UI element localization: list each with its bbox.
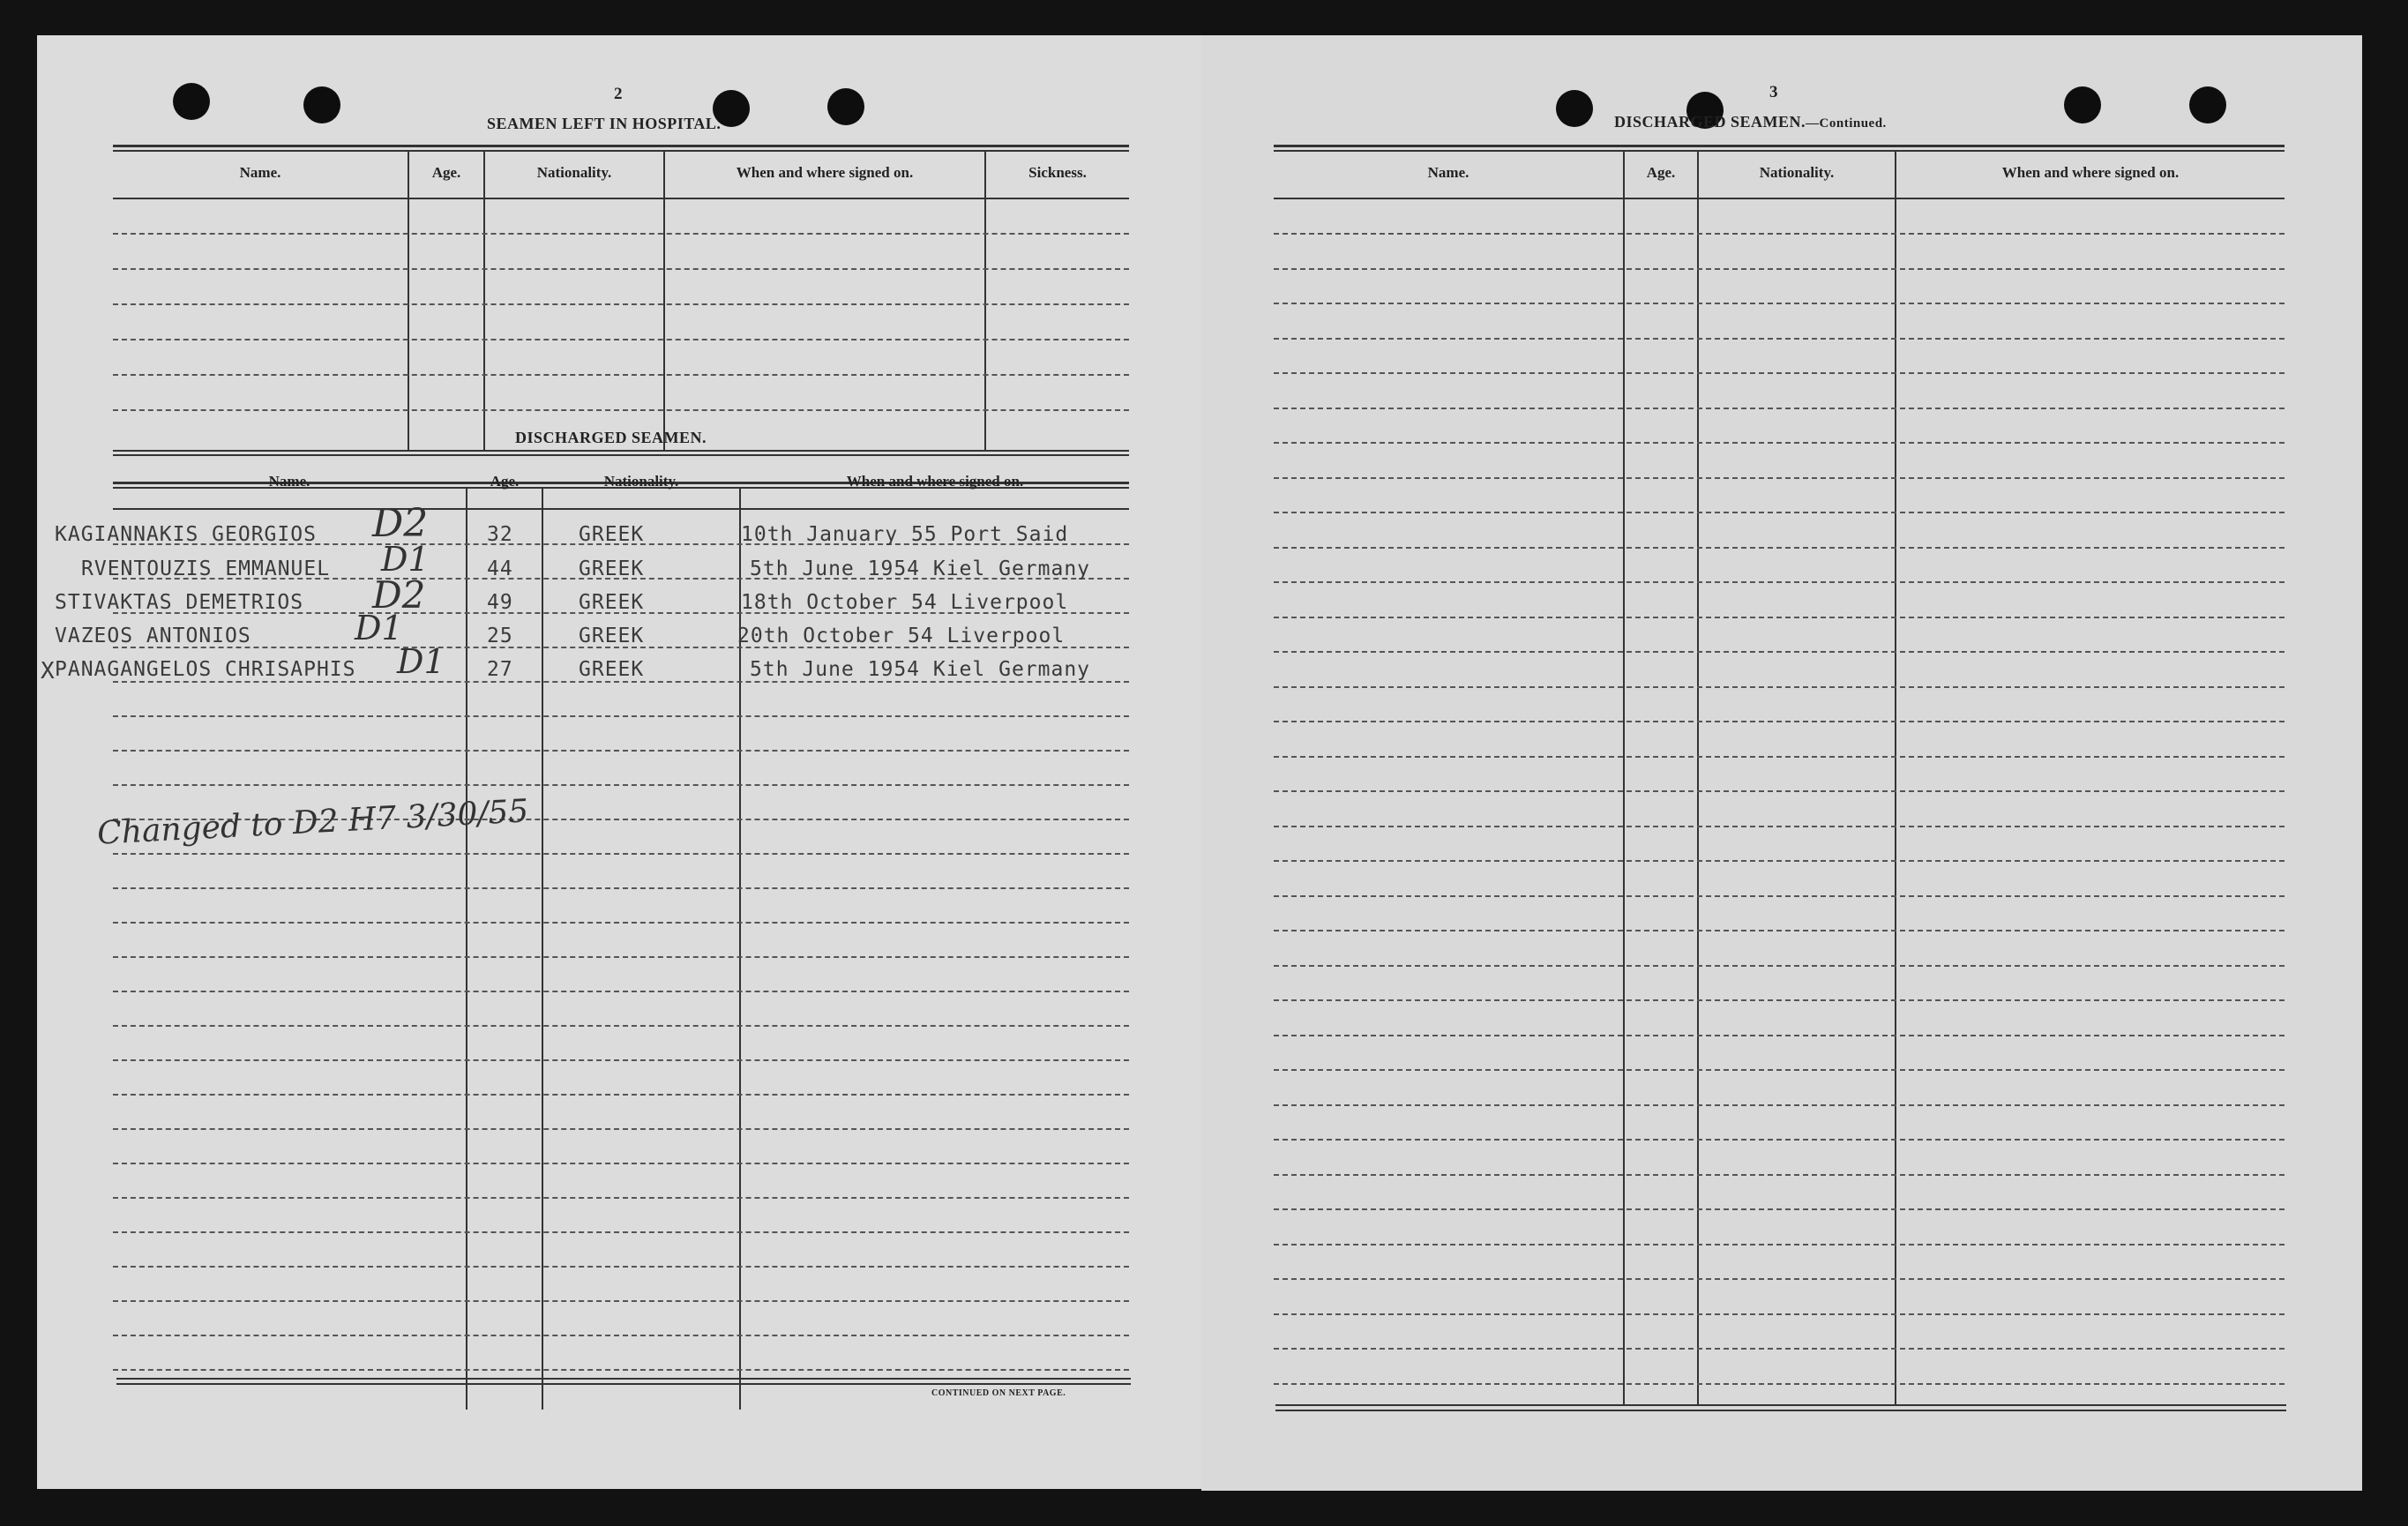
rule (113, 198, 1129, 199)
rule (1275, 1410, 2286, 1411)
ruled-line (113, 681, 1129, 683)
row-prefix-mark: X (41, 658, 56, 684)
column-divider (663, 152, 665, 450)
ruled-line (113, 784, 1129, 786)
ruled-line (113, 1025, 1129, 1027)
rule (113, 508, 1129, 510)
page-number: 3 (1769, 83, 1778, 101)
seaman-signed-on: 5th June 1954 Kiel Germany (750, 557, 1091, 580)
ruled-line (1274, 1139, 2285, 1141)
ruled-line (1274, 372, 2285, 374)
ruled-line (1274, 1069, 2285, 1071)
seaman-name: PANAGANGELOS CHRISAPHIS (55, 658, 356, 681)
column-divider (984, 152, 986, 450)
ruled-line (113, 339, 1129, 340)
ruled-line (113, 268, 1129, 270)
ruled-line (1274, 651, 2285, 653)
ruled-line (1274, 268, 2285, 270)
hospital-section-title: SEAMEN LEFT IN HOSPITAL. (487, 115, 722, 132)
rule (1274, 145, 2285, 147)
column-header-signed-on: When and where signed on. (846, 473, 1024, 490)
ruled-line (1274, 1383, 2285, 1385)
ruled-line (113, 233, 1129, 235)
classification-mark: D2 (372, 573, 426, 617)
seaman-signed-on: 20th October 54 Liverpool (737, 625, 1066, 647)
ruled-line (1274, 408, 2285, 409)
column-divider (483, 152, 485, 450)
ruled-line (1274, 999, 2285, 1001)
column-header-signed-on: When and where signed on. (736, 164, 914, 181)
ruled-line (113, 991, 1129, 992)
ruled-line (1274, 1035, 2285, 1036)
ruled-line (113, 887, 1129, 889)
discharged-continued-title (1614, 113, 1887, 131)
column-divider (1623, 152, 1625, 1406)
punch-hole (1556, 90, 1593, 127)
ruled-line (113, 1197, 1129, 1199)
page-number: 2 (614, 85, 623, 103)
ruled-line (113, 922, 1129, 924)
ruled-line (1274, 547, 2285, 549)
ruled-line (113, 303, 1129, 305)
ruled-line (113, 409, 1129, 411)
ruled-line (113, 374, 1129, 376)
classification-mark: D1 (397, 642, 445, 681)
column-header-nationality: Nationality. (603, 473, 679, 490)
title-suffix: —Continued. (1806, 116, 1887, 131)
seaman-nationality: GREEK (579, 591, 645, 614)
right-page (1201, 35, 2362, 1491)
ruled-line (1274, 1104, 2285, 1106)
seaman-nationality: GREEK (579, 557, 645, 580)
ruled-line (113, 956, 1129, 958)
punch-hole (173, 83, 210, 120)
ruled-line (113, 1335, 1129, 1336)
seaman-signed-on: 5th June 1954 Kiel Germany (750, 658, 1091, 681)
punch-hole (2064, 86, 2101, 123)
ruled-line (1274, 1244, 2285, 1245)
seaman-name: STIVAKTAS DEMETRIOS (55, 591, 304, 614)
column-divider (1697, 152, 1699, 1406)
ruled-line (113, 715, 1129, 717)
seaman-signed-on: 18th October 54 Liverpool (741, 591, 1069, 614)
ruled-line (1274, 895, 2285, 897)
ruled-line (113, 1300, 1129, 1302)
column-divider (542, 489, 543, 1410)
ruled-line (1274, 930, 2285, 931)
rule (1275, 1404, 2286, 1406)
ruled-line (1274, 826, 2285, 827)
rule (1274, 198, 2285, 199)
classification-mark: D2 (372, 501, 429, 546)
column-header-name: Name. (268, 473, 310, 490)
column-header-age: Age. (431, 164, 461, 181)
ruled-line (1274, 790, 2285, 792)
seaman-nationality: GREEK (579, 625, 645, 647)
ruled-line (1274, 338, 2285, 340)
punch-hole (827, 88, 864, 125)
column-header-signed-on: When and where signed on. (2001, 164, 2180, 181)
ruled-line (113, 1094, 1129, 1096)
column-header-name: Name. (1427, 164, 1469, 181)
ruled-line (1274, 477, 2285, 479)
ruled-line (113, 1369, 1129, 1371)
seaman-age: 44 (487, 557, 513, 580)
rule (113, 145, 1129, 147)
column-header-age: Age. (1646, 164, 1676, 181)
column-header-nationality: Nationality. (1759, 164, 1835, 181)
ruled-line (113, 1266, 1129, 1268)
seaman-name: RVENTOUZIS EMMANUEL (81, 557, 331, 580)
punch-hole (2189, 86, 2226, 123)
punch-hole (303, 86, 340, 123)
ruled-line (1274, 1174, 2285, 1176)
ruled-line (113, 1163, 1129, 1164)
title-text: DISCHARGED SEAMEN. (1614, 113, 1806, 131)
seaman-age: 49 (487, 591, 513, 614)
ruled-line (1274, 1208, 2285, 1210)
ruled-line (113, 750, 1129, 752)
ruled-line (1274, 233, 2285, 235)
ruled-line (1274, 965, 2285, 967)
ruled-line (113, 853, 1129, 855)
column-header-nationality: Nationality. (536, 164, 612, 181)
seaman-age: 25 (487, 625, 513, 647)
seaman-age: 32 (487, 523, 513, 546)
ruled-line (1274, 1278, 2285, 1280)
handwritten-note: Changed to D2 H7 3/30/55 (96, 793, 530, 852)
column-header-name: Name. (239, 164, 281, 181)
seaman-nationality: GREEK (579, 658, 645, 681)
ruled-line (1274, 303, 2285, 304)
seaman-signed-on: 10th January 55 Port Said (741, 523, 1069, 546)
ruled-line (1274, 442, 2285, 444)
column-divider (408, 152, 409, 450)
rule (113, 150, 1129, 152)
column-divider (1895, 152, 1896, 1406)
classification-mark: D1 (355, 609, 403, 647)
ruled-line (1274, 617, 2285, 618)
classification-mark: D1 (381, 540, 430, 579)
ruled-line (113, 1059, 1129, 1061)
seaman-nationality: GREEK (579, 523, 645, 546)
ruled-line (1274, 1348, 2285, 1350)
ruled-line (1274, 581, 2285, 583)
rule (113, 450, 1129, 452)
seaman-name: KAGIANNAKIS GEORGIOS (55, 523, 317, 546)
rule (116, 1383, 1131, 1385)
column-header-age: Age. (490, 473, 520, 490)
ruled-line (1274, 686, 2285, 688)
ruled-line (1274, 512, 2285, 513)
ruled-line (113, 1128, 1129, 1130)
rule (116, 1378, 1131, 1380)
ruled-line (113, 1231, 1129, 1233)
seaman-name: VAZEOS ANTONIOS (55, 625, 251, 647)
rule (113, 454, 1129, 456)
rule (1274, 150, 2285, 152)
discharged-section-title: DISCHARGED SEAMEN. (515, 429, 707, 446)
column-header-sickness: Sickness. (1028, 164, 1087, 181)
seaman-age: 27 (487, 658, 513, 681)
column-divider (466, 489, 467, 1410)
ruled-line (1274, 860, 2285, 862)
ruled-line (1274, 756, 2285, 758)
left-page (37, 35, 1203, 1489)
continued-note: CONTINUED ON NEXT PAGE. (931, 1388, 1066, 1398)
ruled-line (1274, 721, 2285, 722)
ruled-line (1274, 1313, 2285, 1315)
